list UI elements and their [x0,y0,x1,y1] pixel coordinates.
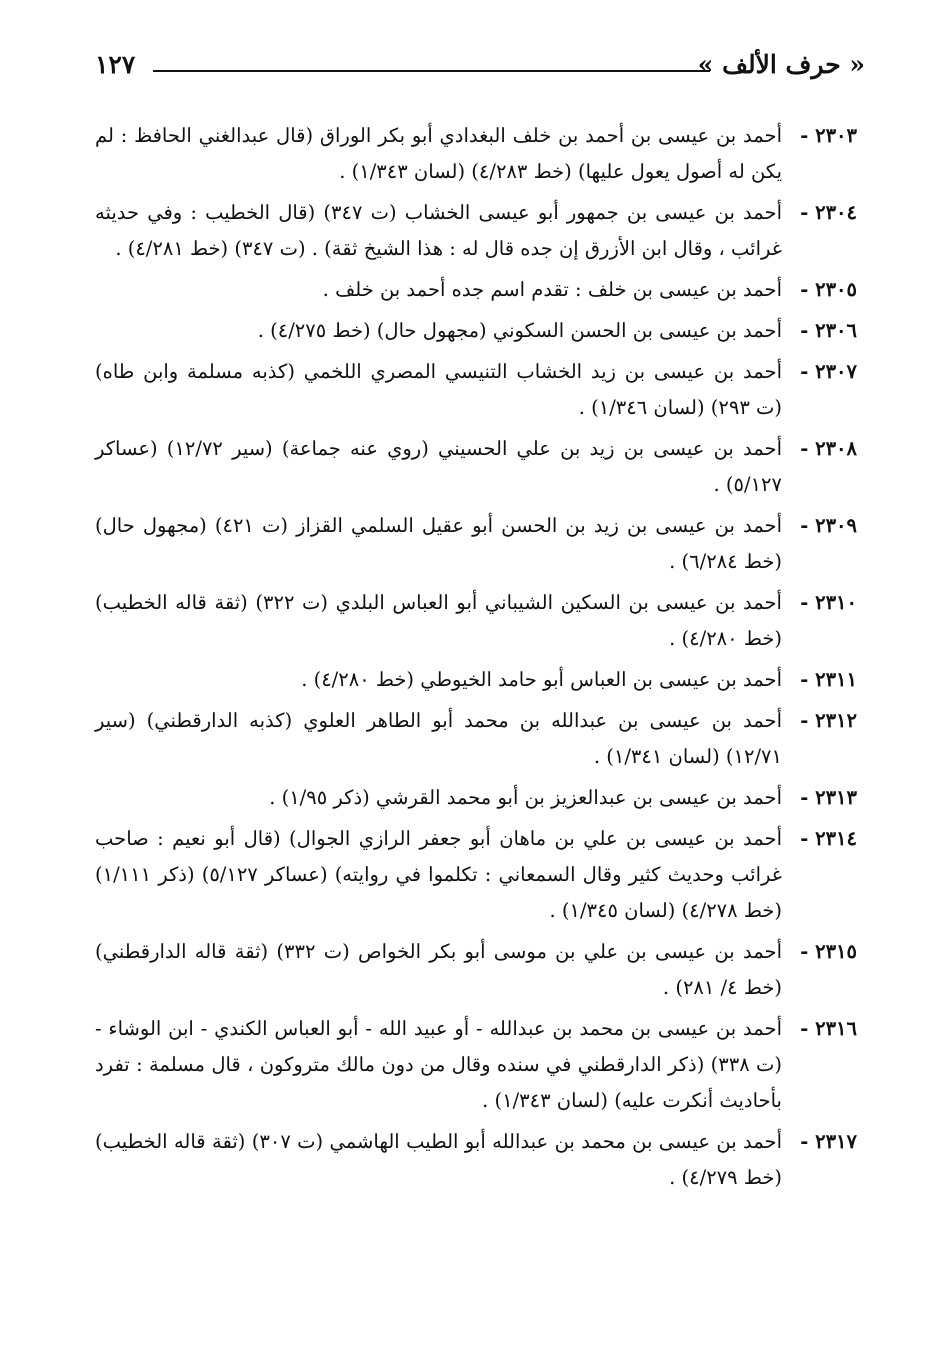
entry-number: ٢٣١٤ - [800,827,857,850]
entry-text: أحمد بن عيسى بن زيد بن الحسن أبو عقيل السلمي القزاز (ت ٤٢١) (مجهول حال) (خط ٦/٢٨٤) . [95,514,782,573]
entry-number: ٢٣٠٩ - [800,514,857,537]
entry-text: أحمد بن عيسى بن خلف : تقدم اسم جده أحمد بن خلف . [322,278,782,301]
entry-2314 [95,821,857,929]
entries-list [95,118,857,1201]
entry-2313 [95,780,857,816]
chapter-title: « حرف الألف » [697,50,865,79]
entry-2316 [95,1011,857,1119]
entry-number: ٢٣٠٧ - [800,360,857,383]
entry-2310 [95,585,857,657]
entry-text: أحمد بن عيسى بن محمد بن عبدالله أبو الطيب الهاشمي (ت ٣٠٧) (ثقة قاله الخطيب) (خط ٤/٢٧٩) . [95,1130,782,1189]
entry-number: ٢٣١٠ - [800,591,857,614]
entry-number: ٢٣١٢ - [800,709,857,732]
entry-text: أحمد بن عيسى بن جمهور أبو عيسى الخشاب (ت ٣٤٧) (قال الخطيب : وفي حديثه غرائب ، وقال ابن الأزرق إن جده قال له : هذا الشيخ ثقة) . (ت ٣٤٧) (خط ٤/٢٨١) . [95,201,783,260]
entry-number: ٢٣١٧ - [800,1130,857,1153]
entry-number: ٢٣٠٨ - [800,437,857,460]
page-header [95,50,865,90]
entry-2312 [95,703,857,775]
entry-number: ٢٣١٦ - [800,1017,857,1040]
entry-text: أحمد بن عيسى بن العباس أبو حامد الخيوطي (خط ٤/٢٨٠) . [301,668,782,691]
entry-number: ٢٣٠٦ - [800,319,857,342]
entry-number: ٢٣١١ - [800,668,857,691]
entry-number: ٢٣١٣ - [800,786,857,809]
entry-2307 [95,354,857,426]
entry-2306 [95,313,857,349]
entry-text: أحمد بن عيسى بن أحمد بن خلف البغدادي أبو بكر الوراق (قال عبدالغني الحافظ : لم يكن له أصول يعول عليها) (خط ٤/٢٨٣) (لسان ١/٣٤٣) . [95,124,782,183]
entry-text: أحمد بن عيسى بن علي بن ماهان أبو جعفر الرازي الجوال) (قال أبو نعيم : صاحب غرائب وحديث كثير وقال السمعاني : تكلموا في روايته) (عساكر ٥/١٢٧) (ذكر ١/١١١) (خط ٤/٢٧٨) (لسان ١/٣٤٥) . [95,827,782,922]
entry-2311 [95,662,857,698]
entry-2308 [95,431,857,503]
entry-2303 [95,118,857,190]
entry-2304 [95,195,857,267]
header-rule [153,70,710,72]
entry-2305 [95,272,857,308]
entry-number: ٢٣٠٥ - [800,278,857,301]
entry-2315 [95,934,857,1006]
entry-text: أحمد بن عيسى بن الحسن السكوني (مجهول حال) (خط ٤/٢٧٥) . [257,319,782,342]
entry-text: أحمد بن عيسى بن عبدالعزيز بن أبو محمد القرشي (ذكر ١/٩٥) . [269,786,782,809]
entry-2317 [95,1124,857,1196]
entry-number: ٢٣١٥ - [800,940,857,963]
entry-2309 [95,508,857,580]
page-number: ١٢٧ [95,50,136,79]
entry-number: ٢٣٠٣ - [800,124,857,147]
entry-text: أحمد بن عيسى بن السكين الشيباني أبو العباس البلدي (ت ٣٢٢) (ثقة قاله الخطيب) (خط ٤/٢٨٠) . [95,591,782,650]
entry-number: ٢٣٠٤ - [800,201,857,224]
entry-text: أحمد بن عيسى بن زيد بن علي الحسيني (روي عنه جماعة) (سير ١٢/٧٢) (عساكر ٥/١٢٧) . [95,437,782,496]
entry-text: أحمد بن عيسى بن زيد الخشاب التنيسي المصري اللخمي (كذبه مسلمة وابن طاه) (ت ٢٩٣) (لسان ١/٣٤٦) . [95,360,782,419]
entry-text: أحمد بن عيسى بن علي بن موسى أبو بكر الخواص (ت ٣٣٢) (ثقة قاله الدارقطني) (خط ٤/ ٢٨١) . [95,940,782,999]
entry-text: أحمد بن عيسى بن محمد بن عبدالله - أو عبيد الله - أبو العباس الكندي - ابن الوشاء - (ت ٣٣٨) (ذكر الدارقطني في سنده وقال من دون مالك متروكون ، قال مسلمة : تفرد بأحاديث أنكرت عليه) (لسان ١/٣٤٣) . [95,1017,782,1112]
entry-text: أحمد بن عيسى بن عبدالله بن محمد أبو الطاهر العلوي (كذبه الدارقطني) (سير ١٢/٧١) (لسان ١/٣٤١) . [95,709,782,768]
